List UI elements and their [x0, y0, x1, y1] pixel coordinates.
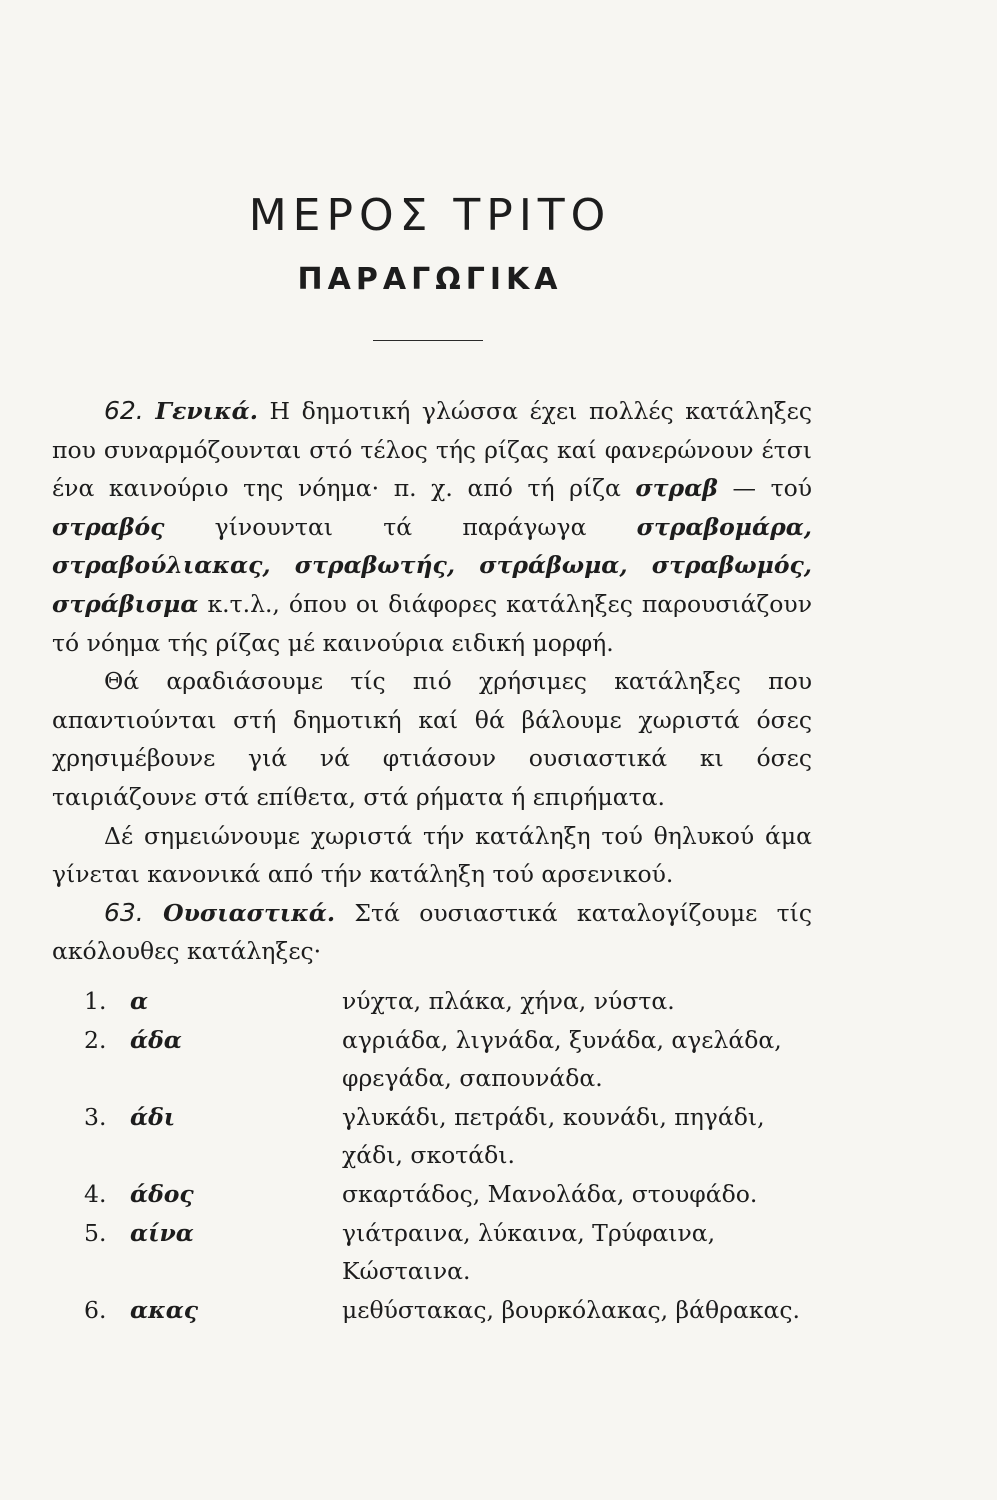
paragraph-text: — τού [732, 474, 812, 503]
paragraph-text: Η δημοτική γλώσσα έχει πολλές κατάληξες που συναρμόζουνται στό τέλος τής ρίζας καί φανερώνουν έτσι ένα καινούριο της νόημα· π. χ. από τή ρίζα [52, 397, 812, 503]
example-words: γιάτραινα, λύκαινα, Τρύφαινα, Κώσταινα. [342, 1218, 716, 1286]
list-item [52, 1214, 812, 1291]
suffix-term: αίνα [130, 1218, 194, 1247]
section-title: Ουσιαστικά. [163, 898, 336, 927]
example-words: νύχτα, πλάκα, χήνα, νύστα. [342, 987, 675, 1015]
suffix-list [52, 982, 812, 1329]
item-number: 5. [84, 1218, 107, 1247]
derivatives-terms: στραβομάρα, στραβούλιακας, στραβωτής, στράβωμα, στραβωμός, στράβισμα [52, 512, 812, 618]
section-62-paragraph-3: Δέ σημειώνουμε χωριστά τήν κατάληξη τού θηλυκού άμα γίνεται κανονικά από τήν κατάληξη τού αρσενικού. [52, 821, 812, 889]
list-item [52, 1021, 812, 1098]
root-term: στραβ [635, 474, 718, 503]
suffix-term: άδος [130, 1179, 194, 1208]
part-subtitle: ΠΑΡΑΓΩΓΙΚΑ [297, 262, 563, 297]
divider-rule [373, 340, 483, 341]
paragraph-text: κ.τ.λ., όπου οι διάφορες κατάληξες παρουσιάζουν τό νόημα τής ρίζας μέ καινούρια ειδική μορφή. [52, 589, 812, 657]
item-number: 4. [84, 1179, 107, 1208]
item-number: 3. [84, 1102, 107, 1131]
section-62-paragraph-2: Θά αραδιάσουμε τίς πιό χρήσιμες κατάληξες που απαντιούνται στή δημοτική καί θά βάλουμε χωριστά όσες χρησιμέβουνε γιά νά φτιάσουν ουσιαστικά κι όσες ταιριάζουνε στά επίθετα, στά ρήματα ή επιρήματα. [52, 667, 812, 811]
paragraph-text: γίνουνται τά παράγωγα [214, 512, 587, 541]
example-words: μεθύστακας, βουρκόλακας, βάθρακας. [342, 1295, 801, 1324]
item-number: 2. [84, 1025, 107, 1054]
paragraph-text: Στά ουσιαστικά καταλογίζουμε τίς ακόλουθες κατάληξες· [52, 898, 812, 966]
item-number: 6. [84, 1295, 107, 1324]
example-words: αγριάδα, λιγνάδα, ξυνάδα, αγελάδα, φρεγάδα, σαπουνάδα. [342, 1025, 782, 1093]
example-words: γλυκάδι, πετράδι, κουνάδι, πηγάδι, χάδι, σκοτάδι. [342, 1102, 765, 1170]
suffix-term: άδα [130, 1025, 182, 1054]
item-number: 1. [84, 987, 107, 1015]
suffix-term: άδι [130, 1102, 176, 1131]
list-item [52, 1175, 812, 1214]
main-text [52, 392, 812, 971]
section-number: 62. [104, 396, 144, 425]
root-word-term: στραβός [52, 512, 165, 541]
example-words: σκαρτάδος, Μανολάδα, στουφάδο. [342, 1179, 758, 1208]
section-title: Γενικά. [155, 397, 258, 425]
section-63-paragraph [52, 894, 812, 971]
suffix-term: α [130, 987, 149, 1015]
section-62-paragraph-1 [52, 392, 812, 662]
part-title: ΜΕΡΟΣ ΤΡΙΤΟ [248, 190, 612, 241]
suffix-term: ακας [130, 1295, 199, 1324]
list-item [52, 982, 812, 1021]
section-number: 63. [104, 897, 144, 927]
list-item [52, 1291, 812, 1330]
list-item [52, 1098, 812, 1175]
